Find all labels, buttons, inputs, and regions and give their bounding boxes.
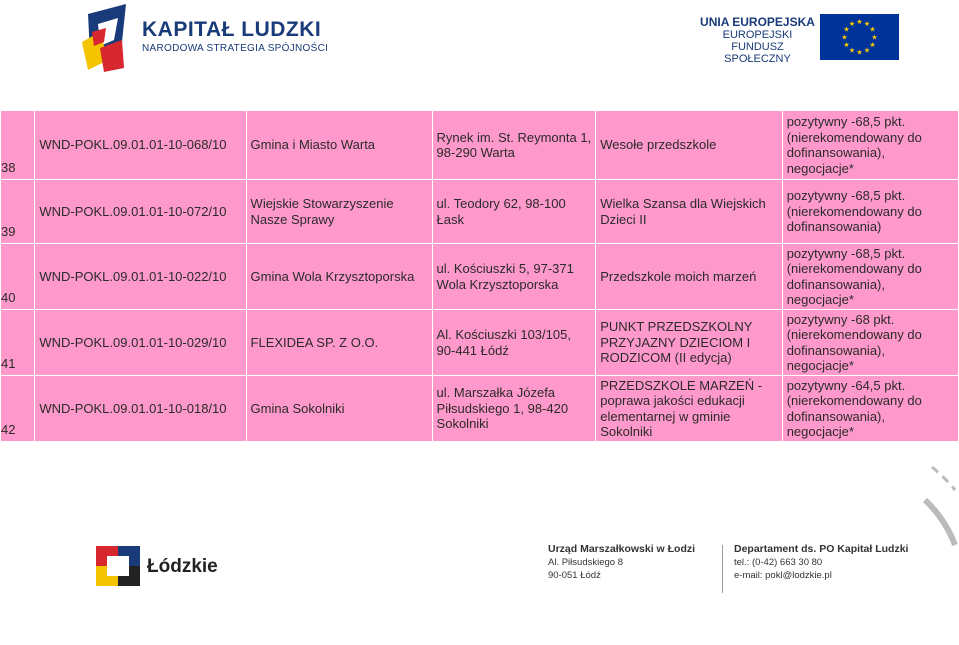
applicant-name: Gmina Wola Krzysztoporska [246, 244, 432, 310]
svg-text:★: ★ [848, 46, 856, 55]
svg-text:★: ★ [856, 18, 863, 26]
table-row [1, 310, 959, 376]
applicant-address: ul. Marszałka Józefa Piłsudskiego 1, 98-420 Sokolniki [432, 376, 596, 442]
table-row [1, 111, 959, 180]
svg-text:★: ★ [841, 33, 848, 42]
eu-title: UNIA EUROPEJSKA [700, 15, 815, 29]
lodzkie-emblem-icon [96, 546, 142, 586]
evaluation-status: pozytywny -68 pkt.(nierekomendowany do dofinansowania), negocjacje* [782, 310, 958, 376]
kapital-ludzki-title: KAPITAŁ LUDZKI [142, 18, 322, 41]
department-name: Departament ds. PO Kapitał Ludzki [734, 543, 909, 555]
project-title: PUNKT PRZEDSZKOLNY PRZYJAZNY DZIECIOM I RODZICOM (II edycja) [596, 310, 782, 376]
applicant-address: Al. Kościuszki 103/105, 90-441 Łódź [432, 310, 596, 376]
applicant-name: Gmina i Miasto Warta [246, 111, 432, 180]
row-number: 39 [1, 180, 35, 244]
application-id: WND-POKL.09.01.01-10-018/10 [35, 376, 246, 442]
department-email[interactable]: e-mail: pokl@lodzkie.pl [734, 570, 832, 581]
svg-text:★: ★ [869, 25, 876, 34]
eu-flag-icon [820, 14, 899, 60]
applicant-name: Wiejskie Stowarzyszenie Nasze Sprawy [246, 180, 432, 244]
office-contact [548, 543, 695, 582]
svg-text:★: ★ [863, 20, 871, 28]
kapital-ludzki-subtitle: NARODOWA STRATEGIA SPÓJNOŚCI [142, 43, 329, 54]
row-number: 41 [1, 310, 35, 376]
project-title: Wielka Szansa dla Wiejskich Dzieci II [596, 180, 782, 244]
applicant-address: ul. Kościuszki 5, 97-371 Wola Krzysztoporska [432, 244, 596, 310]
office-street: Al. Piłsudskiego 8 [548, 557, 623, 568]
evaluation-status: pozytywny -68,5 pkt.(nierekomendowany do dofinansowania), negocjacje* [782, 244, 958, 310]
applicant-name: Gmina Sokolniki [246, 376, 432, 442]
table-row [1, 244, 959, 310]
svg-text:★: ★ [869, 41, 876, 49]
row-number: 38 [1, 111, 35, 180]
applicant-address: ul. Teodory 62, 98-100 Łask [432, 180, 596, 244]
application-id: WND-POKL.09.01.01-10-022/10 [35, 244, 246, 310]
application-id: WND-POKL.09.01.01-10-068/10 [35, 111, 246, 180]
applicant-name: FLEXIDEA SP. Z O.O. [246, 310, 432, 376]
svg-text:★: ★ [843, 41, 850, 49]
footer-divider [722, 545, 723, 593]
application-id: WND-POKL.09.01.01-10-029/10 [35, 310, 246, 376]
svg-text:★: ★ [843, 25, 850, 34]
eu-fund-line2: FUNDUSZ SPOŁECZNY [724, 41, 791, 65]
application-id: WND-POKL.09.01.01-10-072/10 [35, 180, 246, 244]
office-name: Urząd Marszałkowski w Łodzi [548, 543, 696, 555]
department-contact [734, 543, 908, 582]
applications-table [0, 110, 959, 442]
svg-text:★: ★ [856, 48, 863, 57]
applicant-address: Rynek im. St. Reymonta 1, 98-290 Warta [432, 111, 596, 180]
evaluation-status: pozytywny -64,5 pkt.(nierekomendowany do dofinansowania), negocjacje* [782, 376, 958, 442]
svg-text:★: ★ [863, 46, 871, 55]
svg-text:★: ★ [848, 20, 856, 28]
lodzkie-name: Łódzkie [147, 556, 218, 577]
row-number: 42 [1, 376, 35, 442]
svg-text:★: ★ [871, 33, 878, 42]
row-number: 40 [1, 244, 35, 310]
table-row [1, 180, 959, 244]
project-title: PRZEDSZKOLE MARZEŃ - poprawa jakości edukacji elementarnej w gminie Sokolniki [596, 376, 782, 442]
evaluation-status: pozytywny -68,5 pkt.(nierekomendowany do dofinansowania) [782, 180, 958, 244]
evaluation-status: pozytywny -68,5 pkt.(nierekomendowany do dofinansowania), negocjacje* [782, 111, 958, 180]
eu-fund-line1: EUROPEJSKI [722, 29, 793, 41]
department-phone: tel.: (0-42) 663 30 80 [734, 557, 823, 568]
project-title: Wesołe przedszkole [596, 111, 782, 180]
project-title: Przedszkole moich marzeń [596, 244, 782, 310]
table-row [1, 376, 959, 442]
office-city: 90-051 Łódź [548, 570, 601, 581]
